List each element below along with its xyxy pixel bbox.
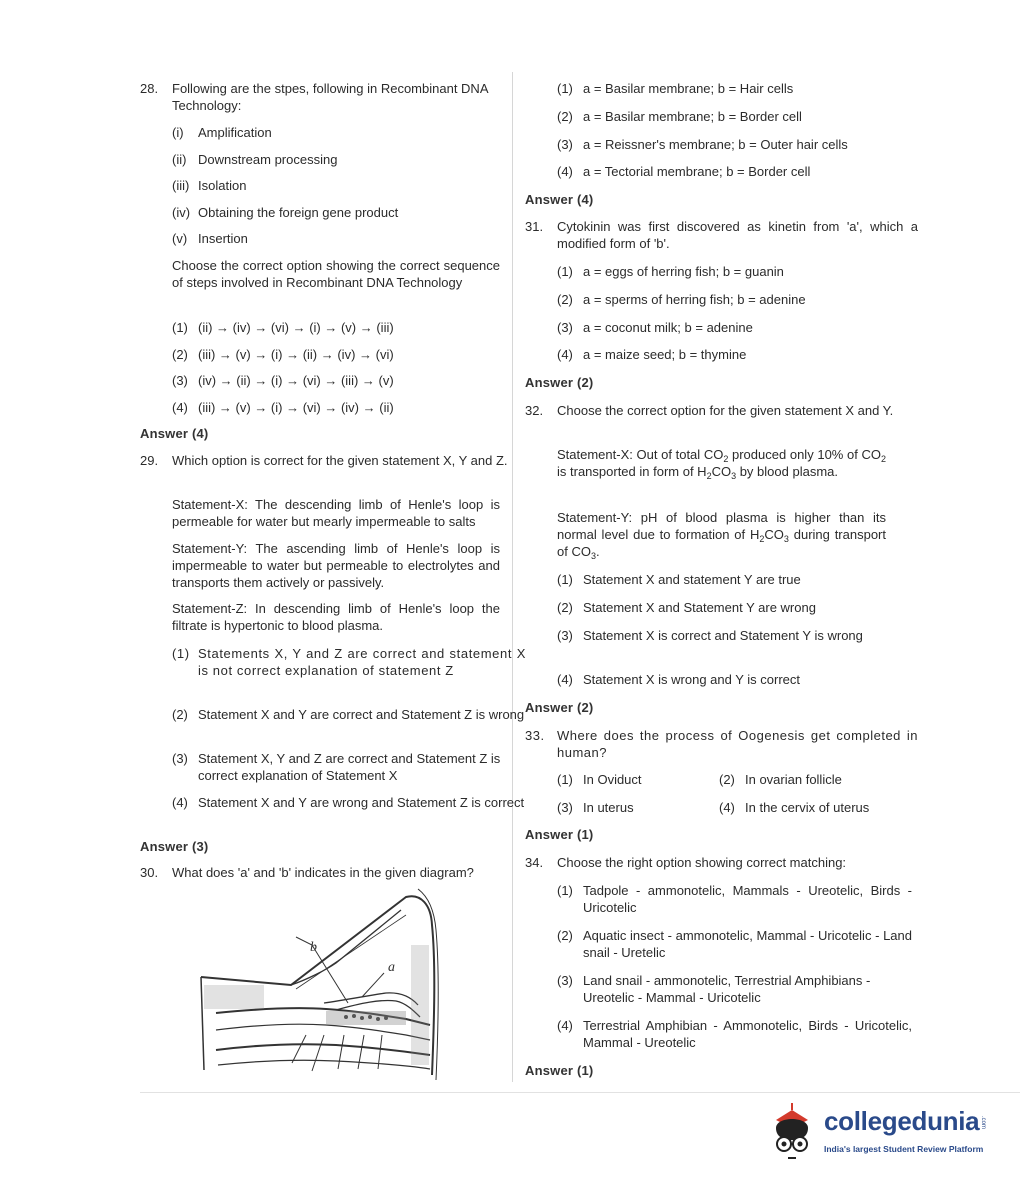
graduate-mascot-icon xyxy=(762,1100,822,1170)
q31-option-4: (4) a = maize seed; b = thymine xyxy=(557,347,747,362)
q31-answer: Answer (2) xyxy=(525,375,594,390)
diagram-label-b: b xyxy=(310,940,317,955)
q33-option-4: (4) In the cervix of uterus xyxy=(719,800,870,815)
q30-stem: 30. What does 'a' and 'b' indicates in the given diagram? xyxy=(140,865,474,880)
q31-option-3: (3) a = coconut milk; b = adenine xyxy=(557,320,753,335)
q33-answer: Answer (1) xyxy=(525,827,594,842)
q31-option-2: (2) a = sperms of herring fish; b = adenine xyxy=(557,292,806,307)
q34-option-4: (4) Terrestrial Amphibian - Ammonotelic, Birds - Uricotelic, Mammal - Ureotelic xyxy=(557,1018,912,1050)
q29-statement-y: Statement-Y: The ascending limb of Henle's loop is impermeable to water but permeable to electrolytes and transports them actively or passively. xyxy=(172,541,500,590)
q29-option-2: (2) Statement X and Y are correct and Statement Z is wrong xyxy=(172,707,525,722)
q30-option-3: (3) a = Reissner's membrane; b = Outer hair cells xyxy=(557,137,848,152)
q34-option-2: (2) Aquatic insect - ammonotelic, Mammal - Uricotelic - Land snail - Uretelic xyxy=(557,928,912,960)
q29-answer: Answer (3) xyxy=(140,839,209,854)
q32-stem: 32. Choose the correct option for the given statement X and Y. xyxy=(525,403,894,418)
q34-answer: Answer (1) xyxy=(525,1063,594,1078)
q31-option-1: (1) a = eggs of herring fish; b = guanin xyxy=(557,264,784,279)
q28-answer: Answer (4) xyxy=(140,426,209,441)
footer-rule xyxy=(140,1092,1020,1093)
q28-stem: 28. Following are the stpes, following in Recombinant DNA Technology: xyxy=(140,81,488,113)
q29-option-3: (3) Statement X, Y and Z are correct and Statement Z is correct explanation of Statement X xyxy=(172,751,501,783)
q33-option-1: (1) In Oviduct xyxy=(557,772,642,787)
column-divider xyxy=(512,72,513,1082)
q28-step-1: (i) Amplification xyxy=(172,125,272,140)
diagram-label-a: a xyxy=(388,960,395,975)
q32-option-3: (3) Statement X is correct and Statement Y is wrong xyxy=(557,628,863,643)
q32-option-2: (2) Statement X and Statement Y are wrong xyxy=(557,600,816,615)
q29-option-4: (4) Statement X and Y are wrong and Statement Z is correct xyxy=(172,795,525,810)
cochlea-diagram xyxy=(196,885,446,1085)
q32-answer: Answer (2) xyxy=(525,700,594,715)
q33-option-2: (2) In ovarian follicle xyxy=(719,772,842,787)
q28-option-3: (3) (iv) → (ii) → (i) → (vi) → (iii) → (v) xyxy=(172,373,394,388)
q33-option-3: (3) In uterus xyxy=(557,800,634,815)
q30-answer: Answer (4) xyxy=(525,192,594,207)
q28-option-2: (2) (iii) → (v) → (i) → (ii) → (iv) → (vi) xyxy=(172,347,394,362)
q34-option-1: (1) Tadpole - ammonotelic, Mammals - Ureotelic, Birds - Uricotelic xyxy=(557,883,912,915)
q31-stem: 31. Cytokinin was first discovered as kinetin from 'a', which a modified form of 'b'. xyxy=(525,219,918,251)
q32-option-1: (1) Statement X and statement Y are true xyxy=(557,572,801,587)
q28-option-4: (4) (iii) → (v) → (i) → (vi) → (iv) → (ii) xyxy=(172,400,394,415)
q34-stem: 34. Choose the right option showing correct matching: xyxy=(525,855,847,870)
q30-option-2: (2) a = Basilar membrane; b = Border cell xyxy=(557,109,802,124)
q28-step-2: (ii) Downstream processing xyxy=(172,152,338,167)
brand-name: collegedunia xyxy=(824,1106,980,1136)
q29-statement-x: Statement-X: The descending limb of Henle's loop is permeable for water but mearly impermeable to salts xyxy=(172,497,500,529)
q29-statement-z: Statement-Z: In descending limb of Henle's loop the filtrate is hypertonic to blood plasma. xyxy=(172,601,500,633)
q30-option-1: (1) a = Basilar membrane; b = Hair cells xyxy=(557,81,794,96)
q28-step-4: (iv) Obtaining the foreign gene product xyxy=(172,205,399,220)
q29-stem: 29. Which option is correct for the given statement X, Y and Z. xyxy=(140,453,508,468)
brand-tagline: India's largest Student Review Platform xyxy=(824,1144,984,1154)
q29-option-1: (1) Statements X, Y and Z are correct and statement X is not correct explanation of statement Z xyxy=(172,646,526,678)
q32-statement-y: Statement-Y: pH of blood plasma is higher than its normal level due to formation of $H_2CO_3$ during transport of $CO_3$. xyxy=(557,510,886,561)
q32-option-4: (4) Statement X is wrong and Y is correct xyxy=(557,672,801,687)
q32-statement-x: Statement-X: Out of total $CO_2$ produced only 10% of $CO_2$ is transported in form of $H_2CO_3$ by blood plasma. xyxy=(557,447,887,481)
q28-instruction: Choose the correct option showing the correct sequence of steps involved in Recombinant DNA Technology xyxy=(172,258,500,290)
q28-option-1: (1) (ii) → (iv) → (vi) → (i) → (v) → (iii) xyxy=(172,320,394,335)
q34-option-3: (3) Land snail - ammonotelic, Terrestrial Amphibians - Ureotelic - Mammal - Uricotelic xyxy=(557,973,871,1005)
brand-domain: .com xyxy=(980,1116,986,1130)
q30-option-4: (4) a = Tectorial membrane; b = Border cell xyxy=(557,164,811,179)
q33-stem: 33. Where does the process of Oogenesis get completed in human? xyxy=(525,728,918,760)
q28-step-3: (iii) Isolation xyxy=(172,178,247,193)
collegedunia-logo[interactable] xyxy=(762,1100,992,1170)
q28-step-5: (v) Insertion xyxy=(172,231,248,246)
